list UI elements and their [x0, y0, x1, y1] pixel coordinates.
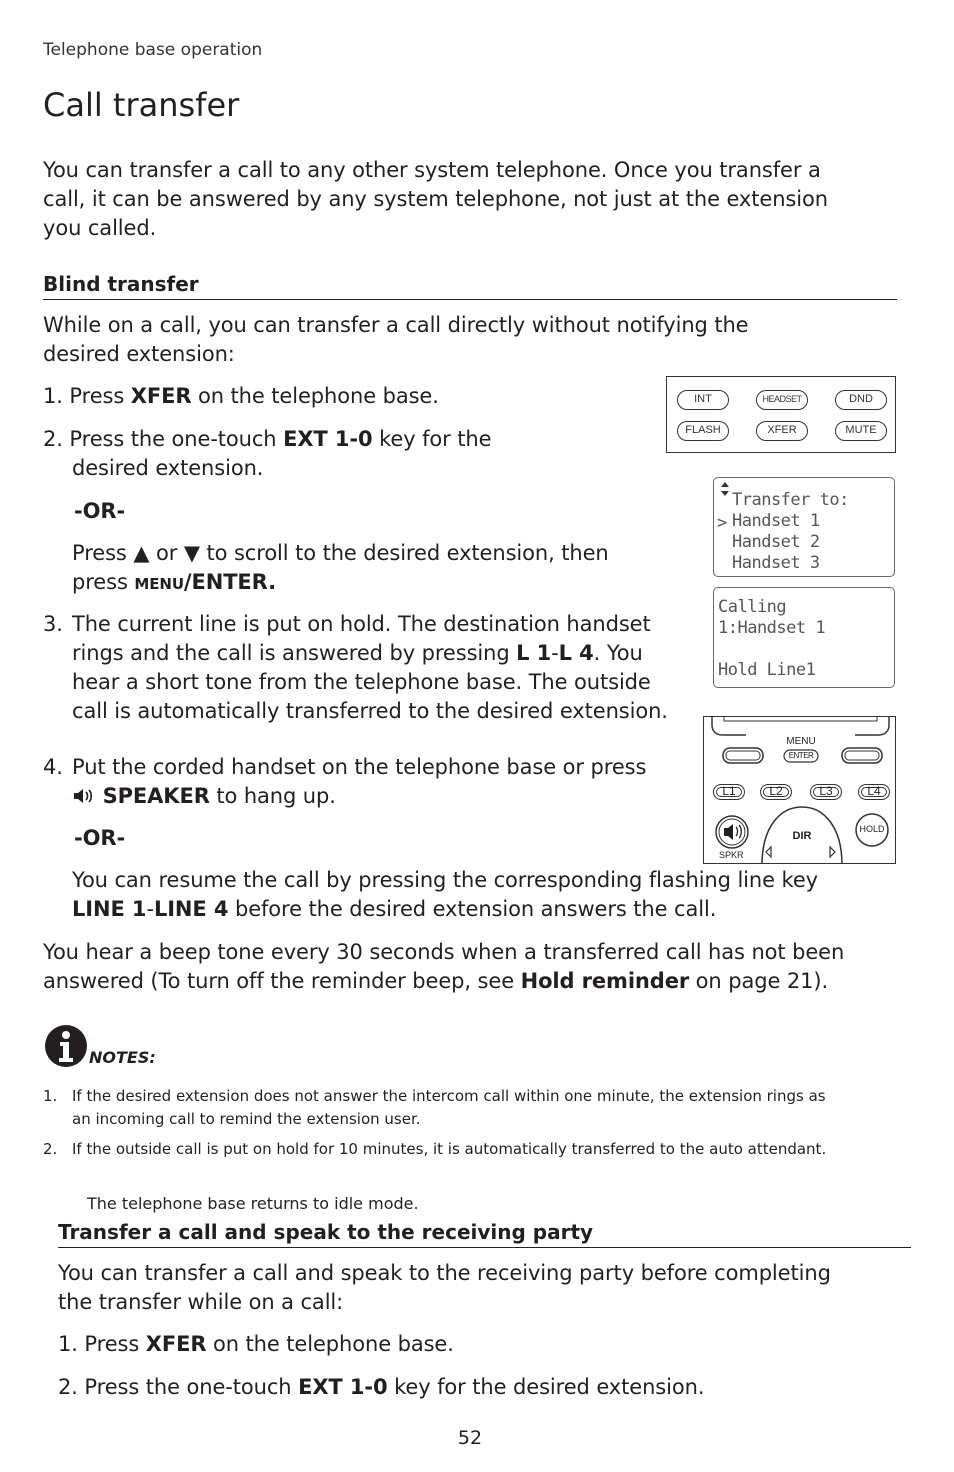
flash-key: FLASH — [677, 421, 729, 441]
lcd-calling-screen — [713, 587, 895, 688]
resume-paragraph — [72, 866, 818, 924]
scroll-instruction-cont — [72, 568, 276, 597]
up-arrow-icon: ▲ — [133, 541, 150, 565]
scroll-arrows-icon — [720, 481, 730, 497]
note-line: If the outside call is put on hold for 10 minutes, it is automatically transferred to the auto attendant. — [72, 1140, 827, 1158]
base-keys-panel — [666, 376, 896, 453]
resume-line: LINE 1-LINE 4 before the desired extension answers the call. — [72, 897, 717, 921]
page-title: Call transfer — [43, 86, 240, 124]
scroll-text: Press — [72, 541, 134, 565]
line-1-key: L1 — [713, 784, 745, 800]
ext-key-label: EXT 1-0 — [298, 1375, 388, 1399]
page-number: 52 — [457, 1427, 483, 1449]
mute-key: MUTE — [835, 421, 887, 441]
step-number: 2. — [43, 427, 63, 451]
step-text: on the telephone base. — [191, 384, 439, 408]
blind-intro — [43, 311, 749, 369]
intro-paragraph — [43, 156, 828, 243]
step-3 — [72, 610, 668, 726]
step-3-line: hear a short tone from the telephone base. The outside — [72, 670, 651, 694]
note-2 — [43, 1138, 826, 1161]
ext-key-label: EXT 1-0 — [283, 427, 373, 451]
speak-intro — [58, 1259, 831, 1317]
section-rule — [43, 299, 897, 300]
note-line: an incoming call to remind the extension user. — [72, 1110, 421, 1128]
lcd-line: Handset 2 — [732, 532, 820, 552]
lcd-line: Hold Line1 — [718, 660, 816, 680]
line4-key-label: LINE 4 — [153, 897, 229, 921]
idle-mode-text: The telephone base returns to idle mode. — [87, 1194, 419, 1213]
l1-key-label: L 1 — [516, 641, 552, 665]
headset-key: HEADSET — [756, 390, 808, 410]
intro-line: you called. — [43, 216, 157, 240]
info-icon — [44, 1024, 88, 1072]
line-4-key: L4 — [858, 784, 890, 800]
speak-transfer-heading: Transfer a call and speak to the receiving party — [58, 1220, 594, 1244]
step-3-line: rings and the call is answered by pressing L 1-L 4. You — [72, 641, 643, 665]
speak-intro-line: You can transfer a call and speak to the receiving party before completing — [58, 1261, 831, 1285]
step-2-cont: desired extension. — [72, 456, 264, 480]
xfer-key-label: XFER — [145, 1332, 207, 1356]
step-number: 1. — [43, 384, 63, 408]
resume-line: You can resume the call by pressing the corresponding flashing line key — [72, 868, 818, 892]
line1-key-label: LINE 1 — [72, 897, 147, 921]
enter-key-label: /ENTER. — [183, 570, 277, 594]
step-4-line: Put the corded handset on the telephone base or press — [72, 755, 647, 779]
lcd-line: Transfer to: — [732, 490, 849, 510]
blind-transfer-heading: Blind transfer — [43, 272, 199, 296]
notes-label: NOTES: — [89, 1048, 156, 1067]
speak-intro-line: the transfer while on a call: — [58, 1290, 344, 1314]
intro-line: call, it can be answered by any system telephone, not just at the extension — [43, 187, 828, 211]
step-3-line: The current line is put on hold. The destination handset — [72, 612, 651, 636]
blind-intro-line: While on a call, you can transfer a call directly without notifying the — [43, 313, 749, 337]
lcd-line: Handset 3 — [732, 553, 820, 573]
menu-key-label: menu — [134, 570, 184, 594]
step-4 — [72, 753, 646, 814]
int-key: INT — [677, 390, 729, 410]
enter-label: ENTER — [788, 751, 814, 760]
speak-step-1: 1. Press XFER on the telephone base. — [58, 1332, 454, 1356]
step-text: Press — [69, 384, 131, 408]
menu-label: MENU — [786, 736, 816, 747]
note-1 — [43, 1085, 826, 1131]
lcd-line: 1:Handset 1 — [718, 618, 826, 638]
beep-line: answered (To turn off the reminder beep, see Hold reminder on page 21). — [43, 969, 829, 993]
note-number: 2. — [43, 1140, 58, 1158]
xfer-key: XFER — [756, 421, 808, 441]
l4-key-label: L 4 — [558, 641, 594, 665]
line-3-key: L3 — [810, 784, 842, 800]
or-separator: -OR- — [74, 499, 126, 523]
scroll-text: press — [72, 570, 135, 594]
lcd-line: Calling — [718, 597, 787, 617]
hold-reminder-ref: Hold reminder — [520, 969, 690, 993]
xfer-key-label: XFER — [130, 384, 192, 408]
step-1 — [43, 382, 439, 411]
note-number: 1. — [43, 1087, 58, 1105]
step-4-line: SPEAKER to hang up. — [72, 782, 646, 814]
note-line: If the desired extension does not answer the intercom call within one minute, the extension rings as — [72, 1087, 826, 1105]
step-3-line: call is automatically transferred to the desired extension. — [72, 699, 668, 723]
spkr-label: SPKR — [719, 850, 744, 860]
intro-line: You can transfer a call to any other system telephone. Once you transfer a — [43, 158, 821, 182]
scroll-instruction — [72, 539, 609, 568]
or-separator: -OR- — [74, 826, 126, 850]
scroll-text: to scroll to the desired extension, then — [199, 541, 609, 565]
step-3-number: 3. — [43, 612, 63, 636]
line-2-key: L2 — [760, 784, 792, 800]
running-head: Telephone base operation — [43, 40, 263, 60]
lcd-transfer-screen — [713, 477, 895, 577]
speak-step-2: 2. Press the one-touch EXT 1-0 key for the desired extension. — [58, 1375, 705, 1399]
beep-paragraph — [43, 938, 844, 996]
lcd-cursor: > — [717, 513, 727, 533]
scroll-text: or — [149, 541, 184, 565]
keypad-panel — [703, 716, 896, 864]
speaker-key-label: SPEAKER — [102, 784, 210, 808]
step-text: key for the — [372, 427, 492, 451]
step-text: Press the one-touch — [69, 427, 284, 451]
dir-label: DIR — [792, 830, 812, 842]
hold-label: HOLD — [859, 824, 885, 834]
speaker-icon — [72, 785, 96, 814]
step-2 — [43, 425, 491, 454]
down-arrow-icon: ▼ — [183, 541, 200, 565]
section-rule — [58, 1247, 911, 1248]
lcd-line: Handset 1 — [732, 511, 820, 531]
step-4-number: 4. — [43, 755, 63, 779]
blind-intro-line: desired extension: — [43, 342, 235, 366]
dnd-key: DND — [835, 390, 887, 410]
beep-line: You hear a beep tone every 30 seconds when a transferred call has not been — [43, 940, 845, 964]
